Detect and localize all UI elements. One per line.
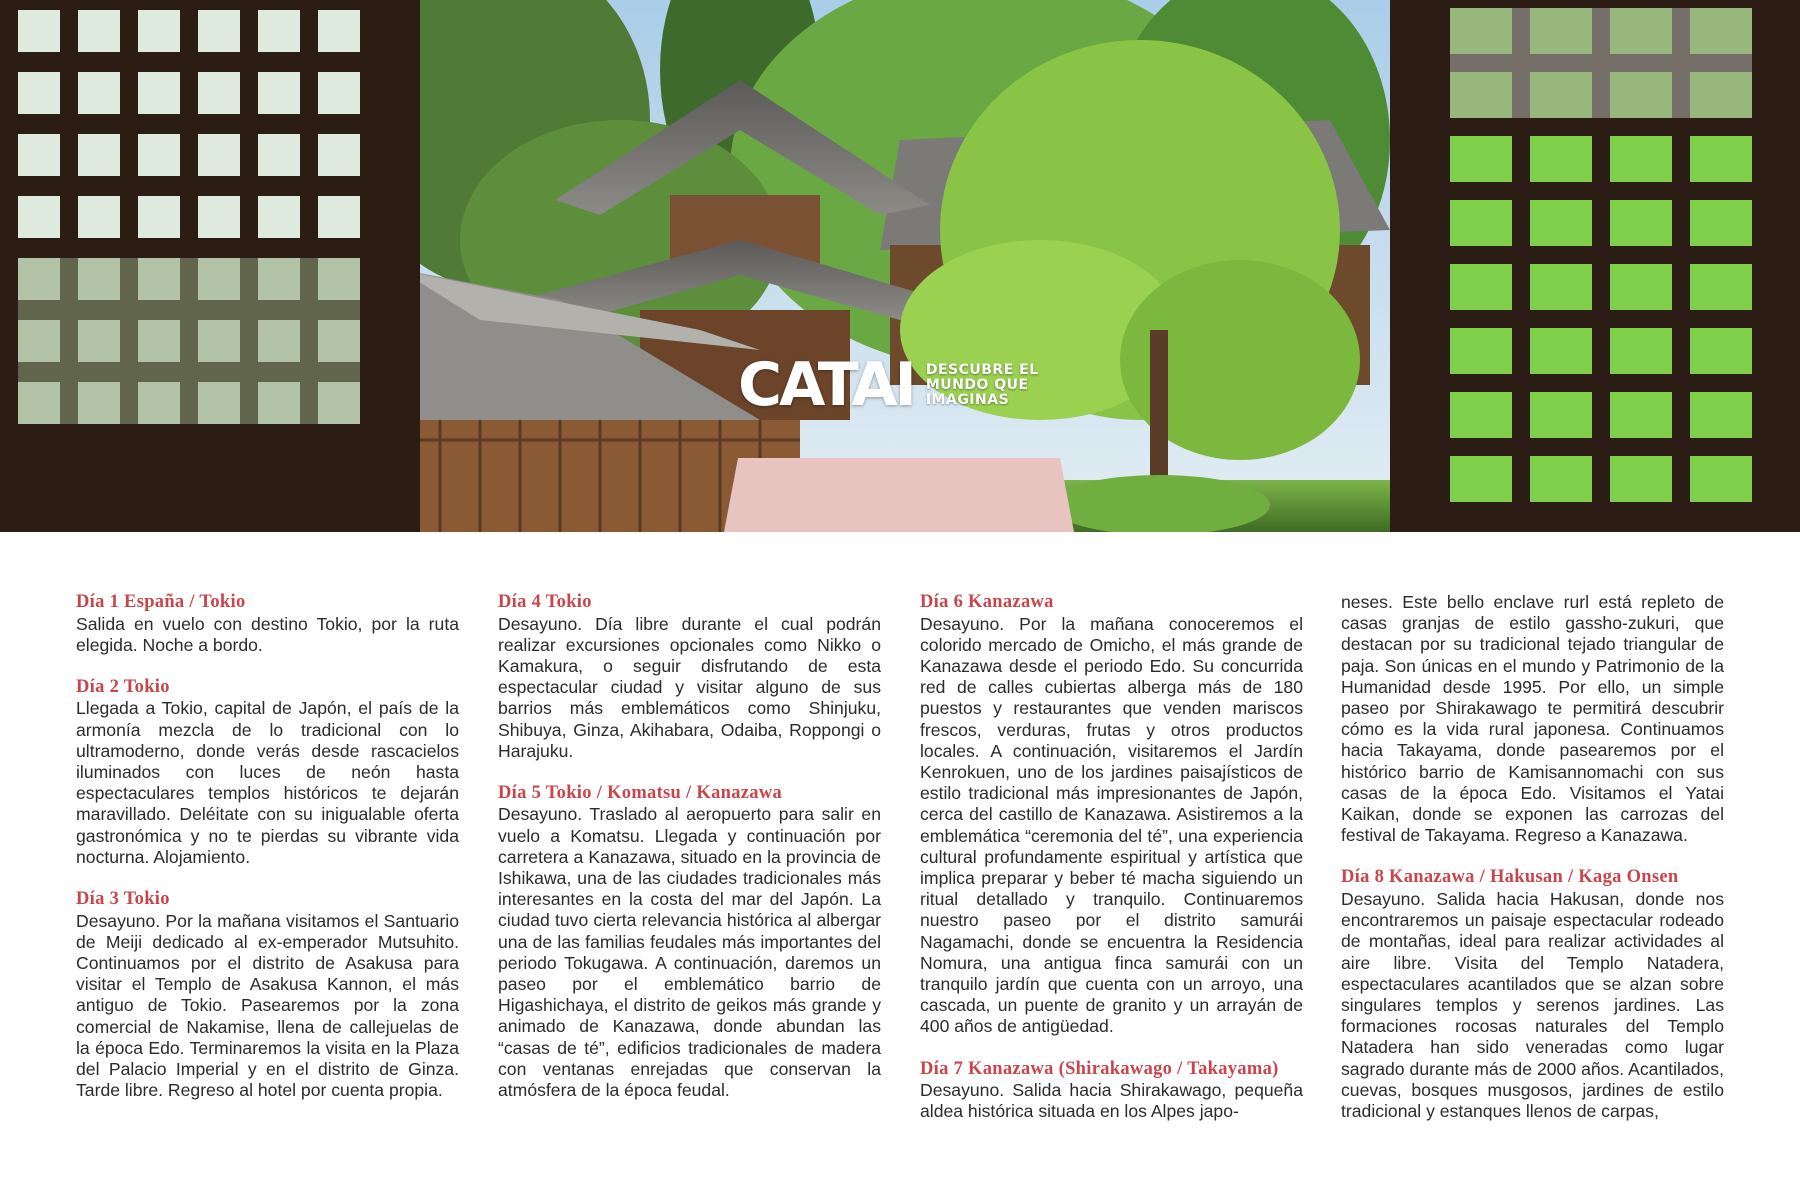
- itinerary-column-2: [498, 592, 881, 1122]
- day-description: Desayuno. Día libre durante el cual podrán realizar excursiones opcionales como Nikko o Kamakura, o seguir disfrutando de esta espectacular ciudad y visitar alguno de sus barrios más emblemáticos como Shinjuku, Shibuya, Ginza, Akihabara, Odaiba, Roppongi o Harajuku.: [498, 613, 881, 761]
- day-description: Desayuno. Salida hacia Shirakawago, pequeña aldea histórica situada en los Alpes japo-: [920, 1080, 1303, 1122]
- day-7-section: [920, 1059, 1303, 1123]
- day-title: Día 7 Kanazawa (Shirakawago / Takayama): [920, 1058, 1279, 1079]
- day-title: Día 6 Kanazawa: [920, 592, 1054, 612]
- day-2-section: [76, 677, 459, 868]
- day-8-section: [1341, 867, 1724, 1122]
- day-description: Desayuno. Por la mañana visitamos el Santuario de Meiji dedicado al ex-emperador Mutsuhito. Continuamos por el distrito de Asakusa para visitar el Templo de Asakusa Kannon, el más antiguo de Tokio. Pasearemos por la zona comercial de Nakamise, llena de callejuelas de la época Edo. Terminaremos la visita en la Plaza del Palacio Imperial y en el distrito de Ginza. Tarde libre. Regreso al hotel por cuenta propia.: [76, 910, 459, 1101]
- day-description: Llegada a Tokio, capital de Japón, el país de la armonía mezcla de lo tradicional con lo ultramoderno, donde verás desde rascacielos iluminados con luces de neón hasta espectaculares templos históricos te dejarán maravillado. Deléitate con su inigualable oferta gastronómica y no te pierdas su vibrante vida nocturna. Alojamiento.: [76, 698, 459, 867]
- day-title: Día 1 España / Tokio: [76, 592, 246, 612]
- day-description: Desayuno. Por la mañana conoceremos el colorido mercado de Omicho, el más grande de Kanazawa desde el periodo Edo. Su concurrida red de calles cubiertas alberga más de 180 puestos y restaurantes que venden mariscos frescos, verduras, frutas y otros productos locales. A continuación, visitaremos el Jardín Kenrokuen, uno de los jardines paisajísticos de estilo tradicional más impresionantes de Japón, cerca del castillo de Kanazawa. Asistiremos a la emblemática “ceremonia del té”, una experiencia cultural profundamente espiritual y artística que implica preparar y beber té macha siguiendo un ritual detallado y tranquilo. Continuaremos nuestro paseo por el distrito samurái Nagamachi, donde se encuentra la Residencia Nomura, una antigua finca samurái con un tranquilo jardín que cuenta con un arroyo, una cascada, un puente de granito y un arrayán de 400 años de antigüedad.: [920, 613, 1303, 1037]
- catai-logo: [738, 350, 1039, 420]
- day-title: Día 2 Tokio: [76, 676, 170, 697]
- itinerary-column-4: [1341, 592, 1724, 1143]
- hero-photo: [0, 0, 1800, 532]
- day-description: Salida en vuelo con destino Tokio, por la ruta elegida. Noche a bordo.: [76, 613, 459, 655]
- logo-tagline-line: DESCUBRE EL: [925, 361, 1039, 378]
- day-6-section: [920, 592, 1303, 1038]
- day-1-section: [76, 592, 459, 656]
- temple-scene-illustration: [0, 0, 1800, 532]
- day-title: Día 5 Tokio / Komatsu / Kanazawa: [498, 782, 783, 803]
- day-description: neses. Este bello enclave rurl está repleto de casas granjas de estilo gassho-zukuri, que destacan por su tradicional tejado triangular de paja. Son únicas en el mundo y Patrimonio de la Humanidad desde 1995. Por ello, un simple paseo por Shirakawago te permitirá descubrir cómo es la vida rural japonesa. Continuamos hacia Takayama, donde pasearemos por el histórico barrio de Kamisannomachi con sus casas de la época Edo. Visitamos el Yatai Kaikan, donde se exponen las carrozas del festival de Takayama. Regreso a Kanazawa.: [1341, 592, 1724, 846]
- day-title: Día 8 Kanazawa / Hakusan / Kaga Onsen: [1341, 867, 1679, 888]
- logo-tagline: [926, 363, 1039, 408]
- itinerary-column-3: [920, 592, 1303, 1143]
- decorative-pink-tab: [724, 458, 1074, 532]
- day-5-section: [498, 783, 881, 1101]
- day-title: Día 4 Tokio: [498, 592, 592, 612]
- day-7-continuation: [1341, 592, 1724, 846]
- itinerary-column-1: [76, 592, 459, 1122]
- day-3-section: [76, 889, 459, 1101]
- day-4-section: [498, 592, 881, 762]
- day-description: Desayuno. Salida hacia Hakusan, donde nos encontraremos un paisaje espectacular rodeado de montañas, ideal para realizar actividades al aire libre. Visita del Templo Natadera, espectaculares acantilados que se alzan sobre singulares templos y serenos jardines. Las formaciones rocosas naturales del Templo Natadera han sido veneradas como lugar sagrado durante más de 2000 años. Acantilados, cuevas, bosques musgosos, jardines de estilo tradicional y estanques llenos de carpas,: [1341, 888, 1724, 1121]
- day-description: Desayuno. Traslado al aeropuerto para salir en vuelo a Komatsu. Llegada y continuación por carretera a Kanazawa, situado en la provincia de Ishikawa, una de las ciudades tradicionales más interesantes en la costa del mar del Japón. La ciudad tuvo cierta relevancia histórica al albergar una de las familias feudales más importantes del periodo Tokugawa. A continuación, daremos un paseo por el emblemático barrio de Higashichaya, el distrito de geikos más grande y animado de Kanazawa, donde abundan las “casas de té”, edificios tradicionales de madera con ventanas enrejadas que conservan la atmósfera de la época feudal.: [498, 804, 881, 1101]
- logo-wordmark: CATAI: [738, 350, 914, 420]
- logo-tagline-line: IMAGINAS: [925, 391, 1010, 408]
- logo-tagline-line: MUNDO QUE: [925, 376, 1029, 393]
- day-title: Día 3 Tokio: [76, 889, 170, 910]
